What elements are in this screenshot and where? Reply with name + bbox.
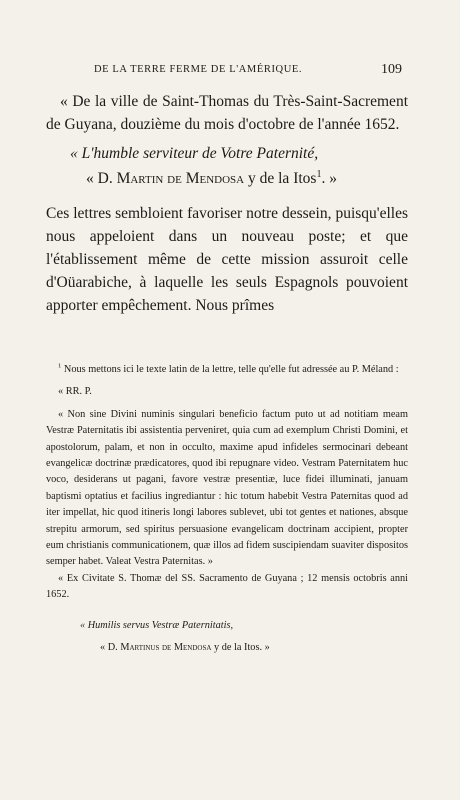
footnote-signature [46, 640, 408, 656]
body-paragraph: Ces lettres sembloient favoriser notre dessein, puisqu'elles nous appeloient dans un nouveau poste; et que l'établissement même de cette mission assuroit celle d'Oüarabiche, à laquelle les seuls Espagnols pouvoient apporter empêchement. Nous prîmes [46, 205, 408, 314]
letter-close: « De la ville de Saint-Thomas du Très-Saint-Sacrement de Guyana, douzième du mois d'octobre de l'année 1652. [46, 93, 408, 133]
signature-name: Martin de Mendosa [116, 170, 245, 187]
footnote-sig-line [46, 618, 408, 634]
salutation-text: « L'humble serviteur de Votre Paternité, [70, 145, 319, 162]
footnote-sig-line-text: « Humilis servus Vestræ Paternitatis, [80, 619, 234, 631]
page-header [64, 62, 402, 78]
footnote-latin: « Non sine Divini numinis singulari beneficio factum puto ut ad notitiam meam Vestræ Paternitatis ibi assistentia perveniret, quia cum ad exemplum Christi Domini, et apostolorum, palam, et non in occulto, maxime apud infideles sermocinari debeant evangelicæ doctrinæ prædicatores, quod ibi repugnare video. Vestram Paternitatem huc voco, desiderans ut pagani, favore vestræ presentiæ, luce fidei illuminati, januam baptismi optatius et facilius ingrediantur : hic totum habebit Vestra Paternitas quod ad iter impellat, hic quod itineris longi labores sublevet, ubi tot gentes et nationes, absque strepitu armorum, sed spiritus persuasione evangelicam doctrinam accipient, propter eum christianis communicationem, quæ illos ad fidem suscipiendam suaviter dispositos semper habet. Valeat Vestra Paternitas. » [46, 408, 408, 568]
signature-open: « D. [86, 170, 117, 187]
running-head: DE LA TERRE FERME DE L'AMÉRIQUE. [94, 64, 303, 75]
signature [46, 167, 408, 190]
signature-close: . » [321, 170, 337, 187]
footnote-marker: 1 [58, 362, 62, 370]
footnote-sig-tail: y de la Itos. » [211, 642, 270, 654]
footnote-intro-line [46, 362, 408, 378]
footnote-rr: « RR. P. [58, 386, 92, 398]
footnote-ref: 1 [316, 168, 322, 180]
page-number: 109 [381, 62, 402, 77]
salutation [46, 142, 408, 165]
footnote-date: « Ex Civitate S. Thomæ del SS. Sacramento de Guyana ; 12 mensis octobris anni 1652. [46, 572, 408, 601]
footnote-sig-name: Martinus de Mendosa [120, 642, 212, 654]
footnote-sig-open: « D. [100, 642, 121, 654]
signature-tail: y de la Itos [244, 170, 317, 187]
footnote-intro: Nous mettons ici le texte latin de la lettre, telle qu'elle fut adressée au P. Méland : [61, 364, 399, 375]
footnote [46, 362, 408, 657]
main-text [46, 90, 408, 317]
